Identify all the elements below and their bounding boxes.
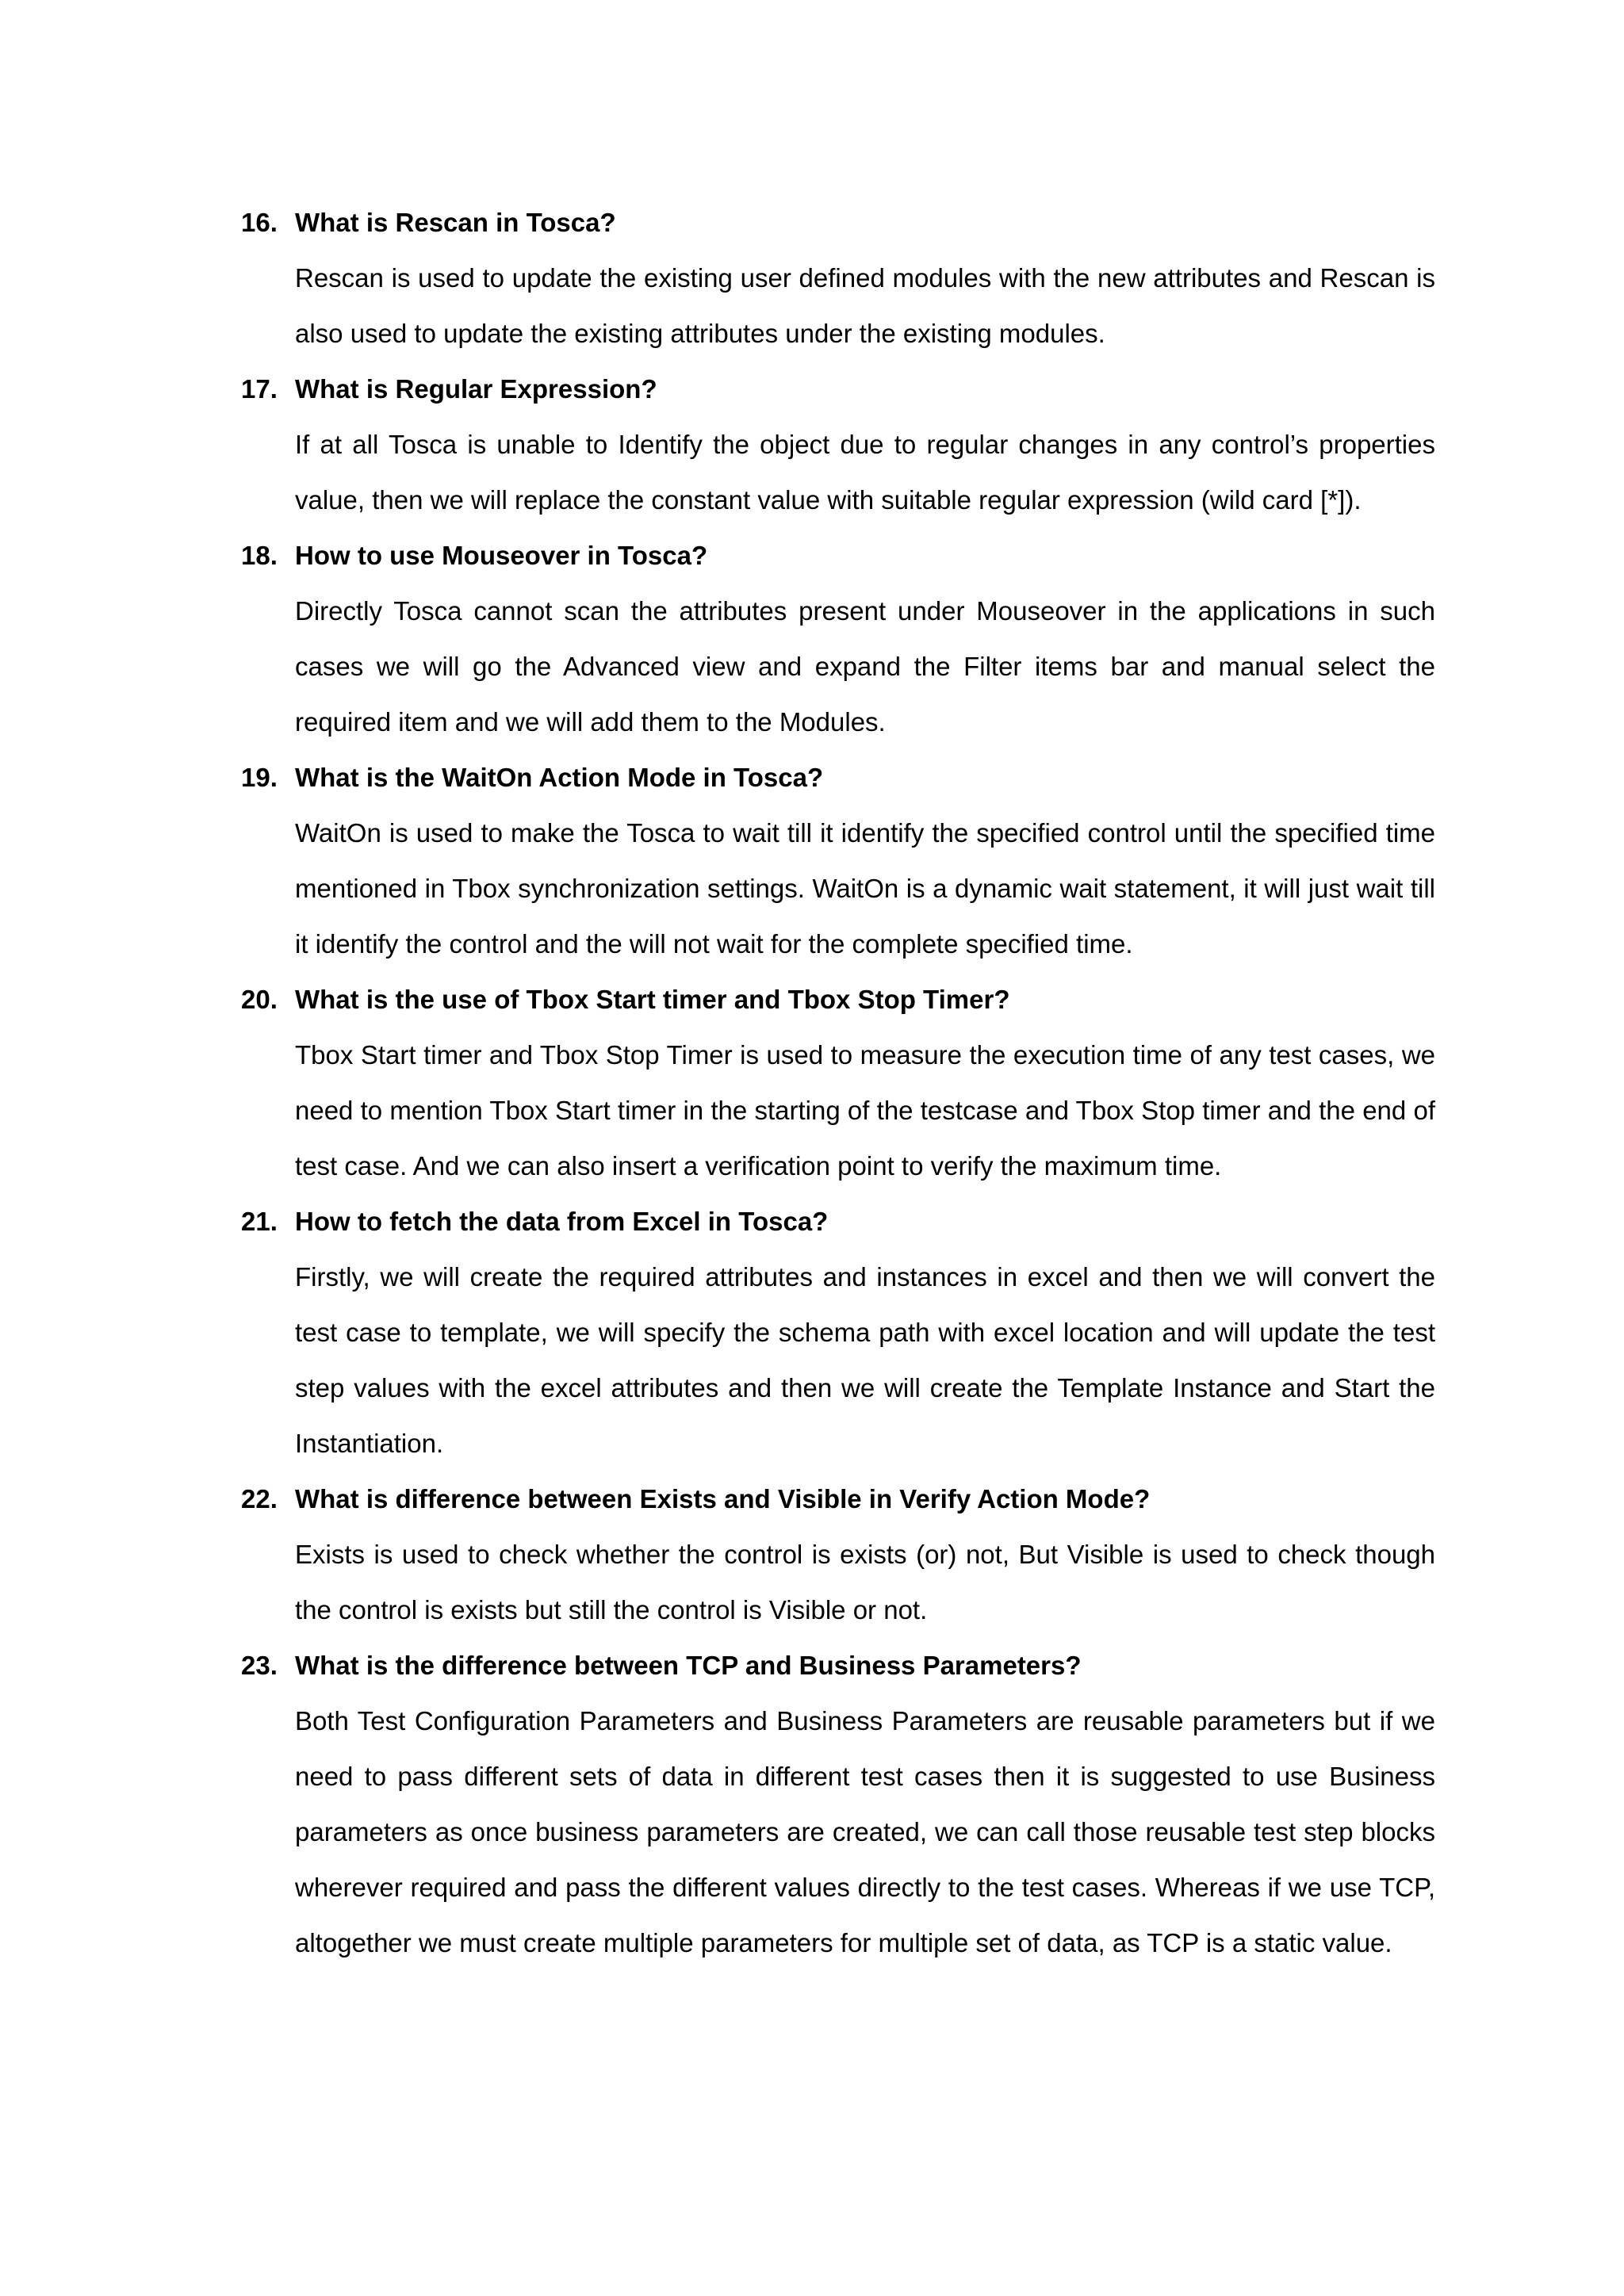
qa-list	[243, 195, 1435, 1971]
answer-paragraph: Directly Tosca cannot scan the attributes present under Mouseover in the applications in such cases we will go the Advanced view and expand the Filter items bar and manual select the required item and we will add them to the Modules.	[295, 596, 1435, 737]
qa-item-19	[243, 750, 1435, 972]
item-number: 22.	[241, 1484, 278, 1513]
item-number: 16.	[241, 208, 278, 237]
qa-item-20	[243, 972, 1435, 1194]
qa-item-21	[243, 1194, 1435, 1471]
question-heading: What is the difference between TCP and Business Parameters?	[295, 1651, 1082, 1680]
qa-item-22	[243, 1471, 1435, 1638]
item-number: 20.	[241, 985, 278, 1014]
answer-paragraph: Rescan is used to update the existing user defined modules with the new attributes and Rescan is also used to update the existing attributes under the existing modules.	[295, 263, 1435, 348]
item-number: 18.	[241, 541, 278, 570]
item-number: 19.	[241, 763, 278, 792]
question-heading: How to use Mouseover in Tosca?	[295, 541, 708, 570]
item-number: 17.	[241, 374, 278, 404]
answer-paragraph: Firstly, we will create the required attributes and instances in excel and then we will convert the test case to template, we will specify the schema path with excel location and will update the test step values with the excel attributes and then we will create the Template Instance and Start the Instantiation.	[295, 1262, 1435, 1458]
qa-item-23	[243, 1638, 1435, 1971]
answer-paragraph: If at all Tosca is unable to Identify the object due to regular changes in any control’s properties value, then we will replace the constant value with suitable regular expression (wild card [*]).	[295, 430, 1435, 515]
answer-paragraph: Exists is used to check whether the control is exists (or) not, But Visible is used to check though the control is exists but still the control is Visible or not.	[295, 1540, 1435, 1624]
question-heading: What is the WaitOn Action Mode in Tosca?	[295, 763, 824, 792]
question-heading: How to fetch the data from Excel in Tosca?	[295, 1207, 829, 1236]
item-number: 21.	[241, 1207, 278, 1236]
qa-item-17	[243, 362, 1435, 528]
answer-paragraph: Both Test Configuration Parameters and Business Parameters are reusable parameters but if we need to pass different sets of data in different test cases then it is suggested to use Business parameters as once business parameters are created, we can call those reusable test step blocks wherever required and pass the different values directly to the test cases. Whereas if we use TCP, altogether we must create multiple parameters for multiple set of data, as TCP is a static value.	[295, 1706, 1435, 1957]
answer-paragraph: Tbox Start timer and Tbox Stop Timer is used to measure the execution time of any test cases, we need to mention Tbox Start timer in the starting of the testcase and Tbox Stop timer and the end of test case. And we can also insert a verification point to verify the maximum time.	[295, 1040, 1435, 1181]
question-heading: What is the use of Tbox Start timer and Tbox Stop Timer?	[295, 985, 1010, 1014]
question-heading: What is difference between Exists and Visible in Verify Action Mode?	[295, 1484, 1151, 1513]
question-heading: What is Regular Expression?	[295, 374, 657, 404]
answer-paragraph: WaitOn is used to make the Tosca to wait till it identify the specified control until the specified time mentioned in Tbox synchronization settings. WaitOn is a dynamic wait statement, it will just wait till it identify the control and the will not wait for the complete specified time.	[295, 818, 1435, 959]
question-heading: What is Rescan in Tosca?	[295, 208, 616, 237]
item-number: 23.	[241, 1651, 278, 1680]
qa-item-16	[243, 195, 1435, 362]
qa-item-18	[243, 528, 1435, 750]
